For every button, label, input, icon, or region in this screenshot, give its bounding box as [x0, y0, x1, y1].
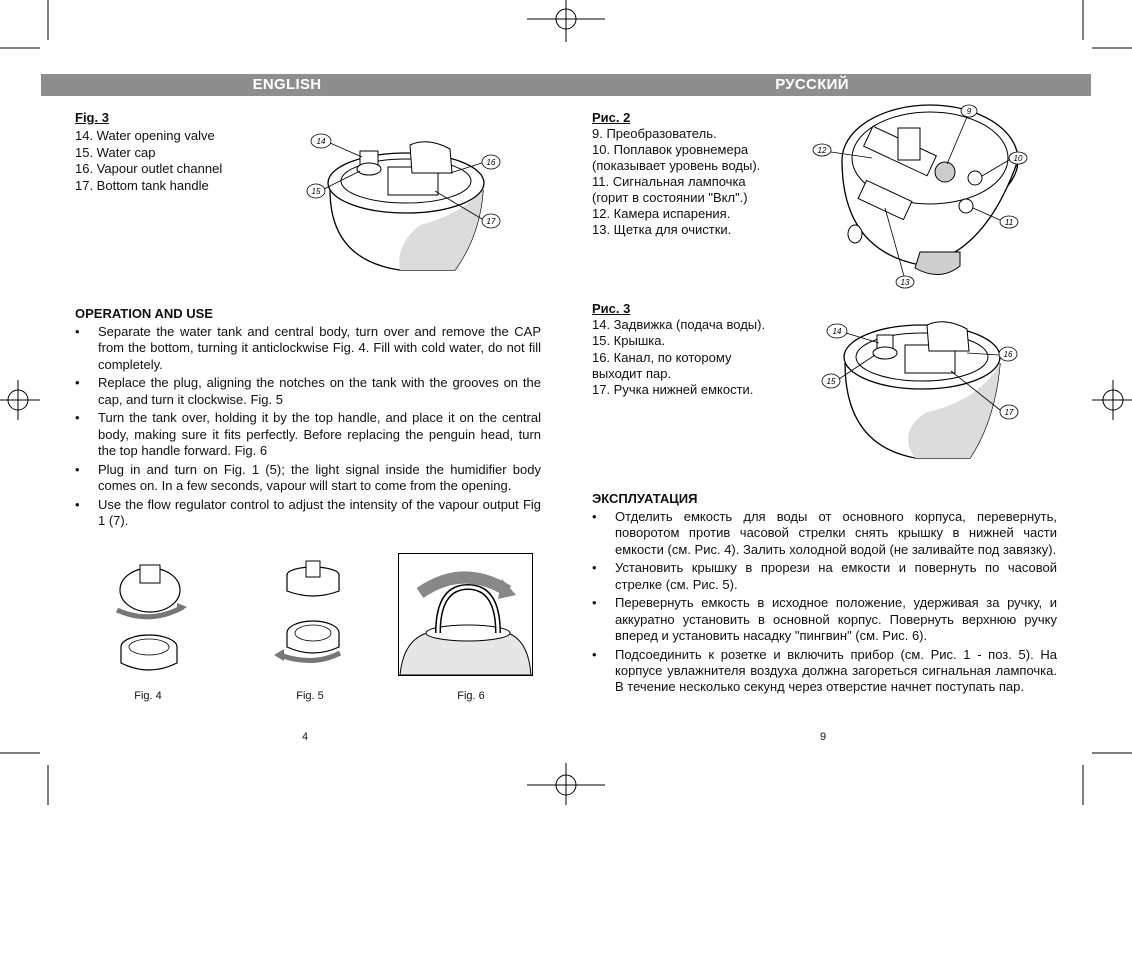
section-header-russian: РУССКИЙ [533, 74, 1091, 96]
legend-item: 15. Water cap [75, 144, 156, 160]
fig4-caption: Fig. 4 [134, 690, 162, 702]
fig3-legend-ru [592, 301, 792, 398]
callout-16: 16 [486, 158, 496, 167]
callout-15: 15 [311, 187, 321, 196]
fig3-tank-illustration [300, 125, 510, 275]
fig6-caption: Fig. 6 [457, 690, 485, 702]
legend-item: 14. Задвижка (подача воды). [592, 317, 766, 332]
section-header-english: ENGLISH [41, 74, 533, 96]
list-item: • Use the flow regulator control to adjust the intensity of the vapour output Fig 1 (7). [75, 497, 541, 530]
fig2-legend-ru [592, 110, 792, 238]
fig3-tank-illustration-ru [815, 315, 1025, 465]
callout-14: 14 [316, 137, 326, 146]
list-item: • Turn the tank over, holding it by the top handle, and place it on the central body, making sure it fits perfectly. Before replacing the penguin head, turn the top handle forward. Fig. 6 [75, 410, 541, 459]
fig2-base-illustration [810, 100, 1030, 290]
operation-title: OPERATION AND USE [75, 306, 213, 321]
legend-item: (показывает уровень воды). [592, 158, 761, 173]
page-number-right: 9 [820, 731, 827, 743]
callout-11: 11 [1004, 218, 1014, 227]
legend-item: 13. Щетка для очистки. [592, 222, 732, 237]
operation-section-ru [592, 491, 1057, 698]
operation-section-en [75, 306, 541, 532]
legend-item: выходит пар. [592, 365, 672, 381]
legend-item: 9. Преобразователь. [592, 126, 717, 141]
operation-title-ru: ЭКСПЛУАТАЦИЯ [592, 491, 698, 506]
callout-12: 12 [817, 146, 827, 155]
legend-item: 16. Vapour outlet channel [75, 161, 223, 176]
fig3-title: Fig. 3 [75, 110, 109, 125]
fig6-illustration [398, 553, 533, 676]
callout-14: 14 [832, 327, 842, 336]
fig3-legend-en [75, 110, 295, 194]
list-item: • Replace the plug, aligning the notches on the tank with the grooves on the cap, and turn it clockwise. Fig. 5 [75, 375, 541, 408]
legend-item: 17. Bottom tank handle [75, 177, 209, 193]
fig5-illustration [268, 555, 358, 670]
legend-item: (горит в состоянии "Вкл".) [592, 190, 748, 205]
legend-item: 16. Канал, по которому [592, 349, 732, 365]
callout-10: 10 [1013, 154, 1023, 163]
fig3-title-ru: Рис. 3 [592, 301, 631, 316]
list-item: • Separate the water tank and central body, turn over and remove the CAP from the bottom, turning it anticlockwise Fig. 4. Fill with cold water, do not fill completely. [75, 324, 541, 373]
callout-17: 17 [486, 217, 496, 226]
list-item: • Перевернуть емкость в исходное положение, удерживая за ручку, и аккуратно установить в основной корпус. Повернуть верхнюю ручку вперед и установить насадку "пингвин" (см. Рис. 6). [592, 595, 1057, 644]
callout-16: 16 [1003, 350, 1013, 359]
list-item: • Отделить емкость для воды от основного корпуса, перевернуть, поворотом против часовой стрелки снять крышку в нижней части емкости (см. Рис. 4). Залить холодной водой (не заливайте под завязку). [592, 509, 1057, 558]
legend-item: 10. Поплавок уровнемера [592, 142, 749, 157]
list-item: • Установить крышку в прорези на емкости и повернуть по часовой стрелке (см. Рис. 5). [592, 560, 1057, 593]
legend-item: 11. Сигнальная лампочка [592, 174, 746, 189]
callout-13: 13 [900, 278, 910, 287]
callout-15: 15 [826, 377, 836, 386]
legend-item: 17. Ручка нижней емкости. [592, 382, 754, 398]
legend-item: 12. Камера испарения. [592, 206, 731, 221]
list-item: • Подсоединить к розетке и включить прибор (см. Рис. 1 - поз. 5). На корпусе увлажнителя воздуха должна загореться сигнальная лампочка. В течение несколько секунд через отверстие начнет поступать пар. [592, 647, 1057, 696]
legend-item: 15. Крышка. [592, 333, 666, 349]
page-number-left: 4 [302, 731, 309, 743]
callout-9: 9 [966, 107, 972, 116]
fig2-title: Рис. 2 [592, 110, 631, 125]
list-item: • Plug in and turn on Fig. 1 (5); the light signal inside the humidifier body comes on. In a few seconds, vapour will start to come from the opening. [75, 462, 541, 495]
fig4-illustration [105, 555, 195, 680]
fig5-caption: Fig. 5 [296, 690, 324, 702]
callout-17: 17 [1004, 408, 1014, 417]
legend-item: 14. Water opening valve [75, 128, 215, 143]
